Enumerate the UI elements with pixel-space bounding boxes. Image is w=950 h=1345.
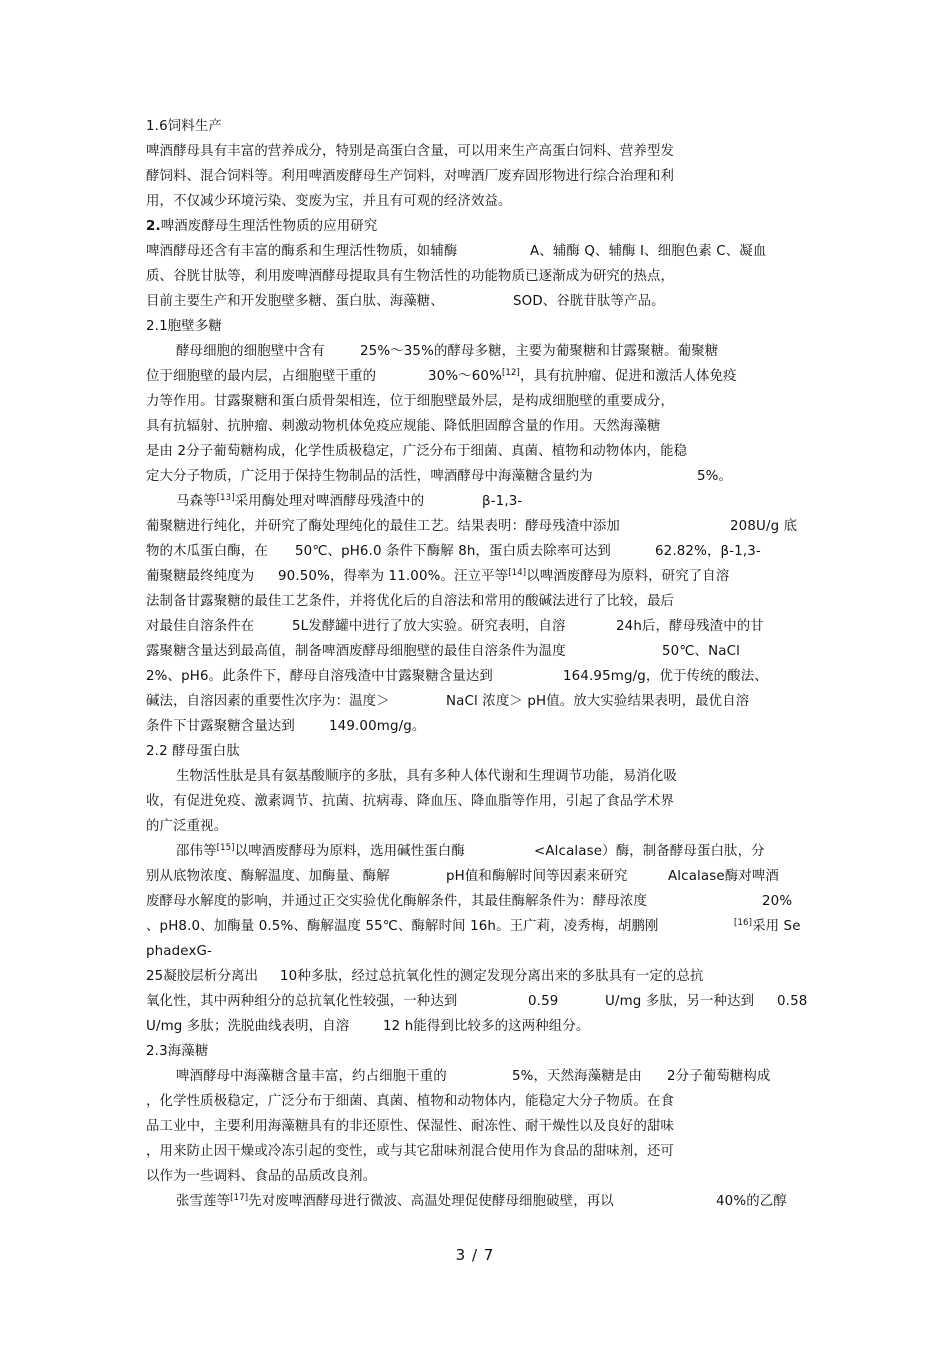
text-line: 12 h能得到比较多的这两种组分。 <box>383 1019 590 1034</box>
paragraph-line <box>295 541 611 563</box>
text-line: 208U/g 底 <box>730 519 798 534</box>
text-line: 定大分子物质，广泛用于保持生物制品的活性，啤酒酵母中海藻糖含量约为 <box>146 469 593 484</box>
text-line: 164.95mg/g，优于传统的酸法、 <box>563 669 768 684</box>
paragraph-line <box>146 166 674 188</box>
text-line: 张雪莲等 <box>176 1194 231 1209</box>
paragraph-line <box>530 241 766 263</box>
paragraph-line <box>762 891 792 913</box>
text-line: 酵母细胞的细胞壁中含有 <box>176 344 325 359</box>
paragraph-line <box>482 491 522 513</box>
paragraph-line <box>146 716 295 738</box>
paragraph-line <box>146 516 620 538</box>
paragraph-line <box>146 366 376 388</box>
citation-17: [17] <box>230 1193 249 1203</box>
paragraph-line <box>777 991 807 1013</box>
paragraph-line <box>146 1116 674 1138</box>
text-line: U/mg 多肽；洗脱曲线表明，自溶 <box>146 1019 350 1034</box>
text-line: 2.3海藻糖 <box>146 1044 209 1059</box>
text-line: 啤酒酵母中海藻糖含量丰富，约占细胞干重的 <box>176 1069 447 1084</box>
text-line: 5%。 <box>697 469 733 484</box>
paragraph-line <box>563 666 768 688</box>
text-line: 用，不仅减少环境污染、变废为宝，并且有可观的经济效益。 <box>146 194 512 209</box>
paragraph-line <box>280 966 704 988</box>
text-line: 氧化性，其中两种组分的总抗氧化性较强，一种达到 <box>146 994 458 1009</box>
text-line: ，用来防止因干燥或冷冻引起的变性，或与其它甜味剂混合使用作为食品的甜味剂，还可 <box>146 1144 675 1159</box>
text-line: 具有抗辐射、抗肿瘤、刺激动物机体免疫应规能、降低胆固醇含量的作用。天然海藻糖 <box>146 419 661 434</box>
text-line: 149.00mg/g。 <box>329 719 426 734</box>
paragraph-line <box>383 1016 589 1038</box>
text-line: ，具有抗肿瘤、促进和激活人体免疫 <box>520 369 737 384</box>
paragraph-line <box>730 516 797 538</box>
paragraph-line <box>146 941 212 963</box>
paragraph-line <box>146 891 647 913</box>
text-line: 50℃、NaCl <box>662 644 740 659</box>
text-line: A、辅酶 Q、辅酶 I、细胞色素 C、凝血 <box>530 244 767 259</box>
text-line: phadexG- <box>146 944 213 959</box>
paragraph-line <box>278 566 729 588</box>
text-line: 啤酒酵母具有丰富的营养成分，特别是高蛋白含量，可以用来生产高蛋白饲料、营养型发 <box>146 144 675 159</box>
text-line: 5L发酵罐中进行了放大实验。研究表明，自溶 <box>292 619 566 634</box>
paragraph-line <box>146 1141 674 1163</box>
text-line: 邵伟等 <box>176 844 217 859</box>
paragraph-line <box>605 991 754 1013</box>
text-line: 2.2 酵母蛋白肽 <box>146 744 240 759</box>
paragraph-line <box>146 416 661 438</box>
text-line: pH值和酶解时间等因素来研究 <box>446 869 628 884</box>
text-line: 力等作用。甘露聚糖和蛋白质骨架相连，位于细胞壁最外层，是构成细胞壁的重要成分， <box>146 394 675 409</box>
citation-16: [16] <box>734 918 753 928</box>
text-line: 品工业中，主要利用海藻糖具有的非还原性、保湿性、耐冻性、耐干燥性以及良好的甜味 <box>146 1119 675 1134</box>
text-line: 采用酶处理对啤酒酵母残渣中的 <box>234 494 425 509</box>
paragraph-line <box>668 866 779 888</box>
paragraph-line <box>146 866 390 888</box>
paragraph-line <box>176 841 465 863</box>
text-line: NaCl 浓度＞ pH值。放大实验结果表明，最优自溶 <box>446 694 750 709</box>
text-line: 2.1胞壁多糖 <box>146 319 222 334</box>
text-line: 采用 Se <box>752 919 801 934</box>
text-line: 质、谷胱甘肽等，利用废啤酒酵母提取具有生物活性的功能物质已逐渐成为研究的热点， <box>146 269 675 284</box>
paragraph-line <box>512 1066 642 1088</box>
paragraph-line <box>146 616 254 638</box>
section-heading-2-3 <box>146 1041 208 1063</box>
paragraph-line <box>176 1066 447 1088</box>
paragraph-line <box>146 141 674 163</box>
paragraph-line <box>534 841 765 863</box>
paragraph-line <box>146 816 227 838</box>
paragraph-line <box>146 241 457 263</box>
paragraph-line <box>446 691 749 713</box>
text-line: SOD、谷胱苷肽等产品。 <box>513 294 665 309</box>
text-line: 0.59 <box>528 994 559 1009</box>
text-line: 对最佳自溶条件在 <box>146 619 255 634</box>
text-line: 40%的乙醇 <box>716 1194 787 1209</box>
paragraph-line <box>146 591 674 613</box>
paragraph-line <box>146 266 674 288</box>
text-line: Alcalase酶对啤酒 <box>668 869 779 884</box>
section-heading-2 <box>146 216 377 238</box>
text-line: U/mg 多肽，另一种达到 <box>605 994 755 1009</box>
text-line: 是由 2分子葡萄糖构成，化学性质极稳定，广泛分布于细菌、真菌、植物和动物体内，能稳 <box>146 444 688 459</box>
text-line: 废酵母水解度的影响，并通过正交实验优化酶解条件，其最佳酶解条件为：酵母浓度 <box>146 894 648 909</box>
paragraph-line <box>292 616 566 638</box>
section-heading-2-2 <box>146 741 240 763</box>
text-line: 、pH8.0、加酶量 0.5%、酶解温度 55℃、酶解时间 16h。王广莉，凌秀梅，胡鹏刚 <box>146 919 659 934</box>
paragraph-line <box>146 1091 674 1113</box>
text-line: 2分子葡萄糖构成 <box>667 1069 771 1084</box>
paragraph-line <box>734 916 801 938</box>
paragraph-line <box>146 291 444 313</box>
text-line: 位于细胞壁的最内层，占细胞壁干重的 <box>146 369 377 384</box>
paragraph-line <box>146 791 674 813</box>
text-line: 葡聚糖最终纯度为 <box>146 569 255 584</box>
heading-number: 2. <box>146 219 161 234</box>
text-line: 的广泛重视。 <box>146 819 228 834</box>
text-line: β-1,3- <box>482 494 523 509</box>
paragraph-line <box>655 541 761 563</box>
paragraph-line <box>146 1016 349 1038</box>
text-line: 啤酒废酵母生理活性物质的应用研究 <box>160 219 378 234</box>
citation-12: [12] <box>501 368 521 378</box>
text-line: 葡聚糖进行纯化，并研究了酶处理纯化的最佳工艺。结果表明：酵母残渣中添加 <box>146 519 620 534</box>
text-line: 90.50%，得率为 11.00%。汪立平等 <box>278 569 509 584</box>
paragraph-line <box>528 991 558 1013</box>
text-line: 0.58 <box>777 994 808 1009</box>
page-number: 3 / 7 <box>455 1246 495 1264</box>
paragraph-line <box>146 966 258 988</box>
text-line: 62.82%，β-1,3- <box>655 544 761 559</box>
text-line: 以作为一些调料、食品的品质改良剂。 <box>146 1169 377 1184</box>
section-heading-1-6 <box>146 116 222 138</box>
text-line: 20% <box>762 894 793 909</box>
paragraph-line <box>146 191 512 213</box>
text-line: 露聚糖含量达到最高值，制备啤酒废酵母细胞壁的最佳自溶条件为温度 <box>146 644 566 659</box>
paragraph-line <box>146 991 457 1013</box>
paragraph-line <box>428 366 737 388</box>
citation-15: [15] <box>216 843 235 853</box>
text-line: 10种多肽，经过总抗氧化性的测定发现分离出来的多肽具有一定的总抗 <box>280 969 704 984</box>
text-line: 啤酒酵母还含有丰富的酶系和生理活性物质，如辅酶 <box>146 244 458 259</box>
text-line: 碱法，自溶因素的重要性次序为：温度＞ <box>146 694 390 709</box>
text-line: 24h后，酵母残渣中的甘 <box>616 619 764 634</box>
citation-14: [14] <box>508 568 527 578</box>
text-line: 先对废啤酒酵母进行微波、高温处理促使酵母细胞破壁，再以 <box>248 1194 614 1209</box>
paragraph-line <box>146 566 254 588</box>
text-line: 目前主要生产和开发胞壁多糖、蛋白肽、海藻糖、 <box>146 294 444 309</box>
text-line: 50℃、pH6.0 条件下酶解 8h，蛋白质去除率可达到 <box>295 544 611 559</box>
text-line: 以啤酒废酵母为原料，研究了自溶 <box>526 569 730 584</box>
paragraph-line <box>146 541 268 563</box>
text-line: <Alcalase）酶，制备酵母蛋白肽，分 <box>534 844 765 859</box>
paragraph-line <box>176 766 677 788</box>
text-line: 25%～35%的酵母多糖，主要为葡聚糖和甘露聚糖。葡聚糖 <box>360 344 719 359</box>
paragraph-line <box>176 491 424 513</box>
paragraph-line <box>360 341 718 363</box>
text-line: 以啤酒废酵母为原料，选用碱性蛋白酶 <box>234 844 465 859</box>
paragraph-line <box>667 1066 770 1088</box>
text-line: 法制备甘露聚糖的最佳工艺条件，并将优化后的自溶法和常用的酸碱法进行了比较，最后 <box>146 594 675 609</box>
text-line: 5%，天然海藻糖是由 <box>512 1069 642 1084</box>
text-line: 生物活性肽是具有氨基酸顺序的多肽，具有多种人体代谢和生理调节功能，易消化吸 <box>176 769 678 784</box>
paragraph-line <box>146 466 593 488</box>
text-line: 2%、pH6。此条件下，酵母自溶残渣中甘露聚糖含量达到 <box>146 669 493 684</box>
section-heading-2-1 <box>146 316 222 338</box>
text-line: 收，有促进免疫、激素调节、抗菌、抗病毒、降血压、降血脂等作用，引起了食品学术界 <box>146 794 675 809</box>
paragraph-line <box>446 866 627 888</box>
text-line: 酵饲料、混合饲料等。利用啤酒废酵母生产饲料，对啤酒厂废弃固形物进行综合治理和利 <box>146 169 675 184</box>
paragraph-line <box>176 341 325 363</box>
text-line: 物的木瓜蛋白酶，在 <box>146 544 268 559</box>
paragraph-line <box>176 1191 614 1213</box>
text-line: 25凝胶层析分离出 <box>146 969 259 984</box>
paragraph-line <box>146 391 674 413</box>
text-line: 别从底物浓度、酶解温度、加酶量、酶解 <box>146 869 390 884</box>
paragraph-line <box>716 1191 787 1213</box>
citation-13: [13] <box>216 493 235 503</box>
paragraph-line <box>146 1166 376 1188</box>
paragraph-line <box>662 641 740 663</box>
text-line: 条件下甘露聚糖含量达到 <box>146 719 295 734</box>
paragraph-line <box>697 466 732 488</box>
paragraph-line <box>146 641 566 663</box>
text-line: ，化学性质极稳定，广泛分布于细菌、真菌、植物和动物体内，能稳定大分子物质。在食 <box>146 1094 675 1109</box>
paragraph-line <box>616 616 764 638</box>
paragraph-line <box>329 716 425 738</box>
text-line: 1.6饲料生产 <box>146 119 222 134</box>
text-line: 马森等 <box>176 494 217 509</box>
paragraph-line <box>146 441 687 463</box>
paragraph-line <box>146 691 390 713</box>
paragraph-line <box>146 916 659 938</box>
paragraph-line <box>146 666 493 688</box>
text-line: 30%～60% <box>428 369 502 384</box>
paragraph-line <box>513 291 665 313</box>
